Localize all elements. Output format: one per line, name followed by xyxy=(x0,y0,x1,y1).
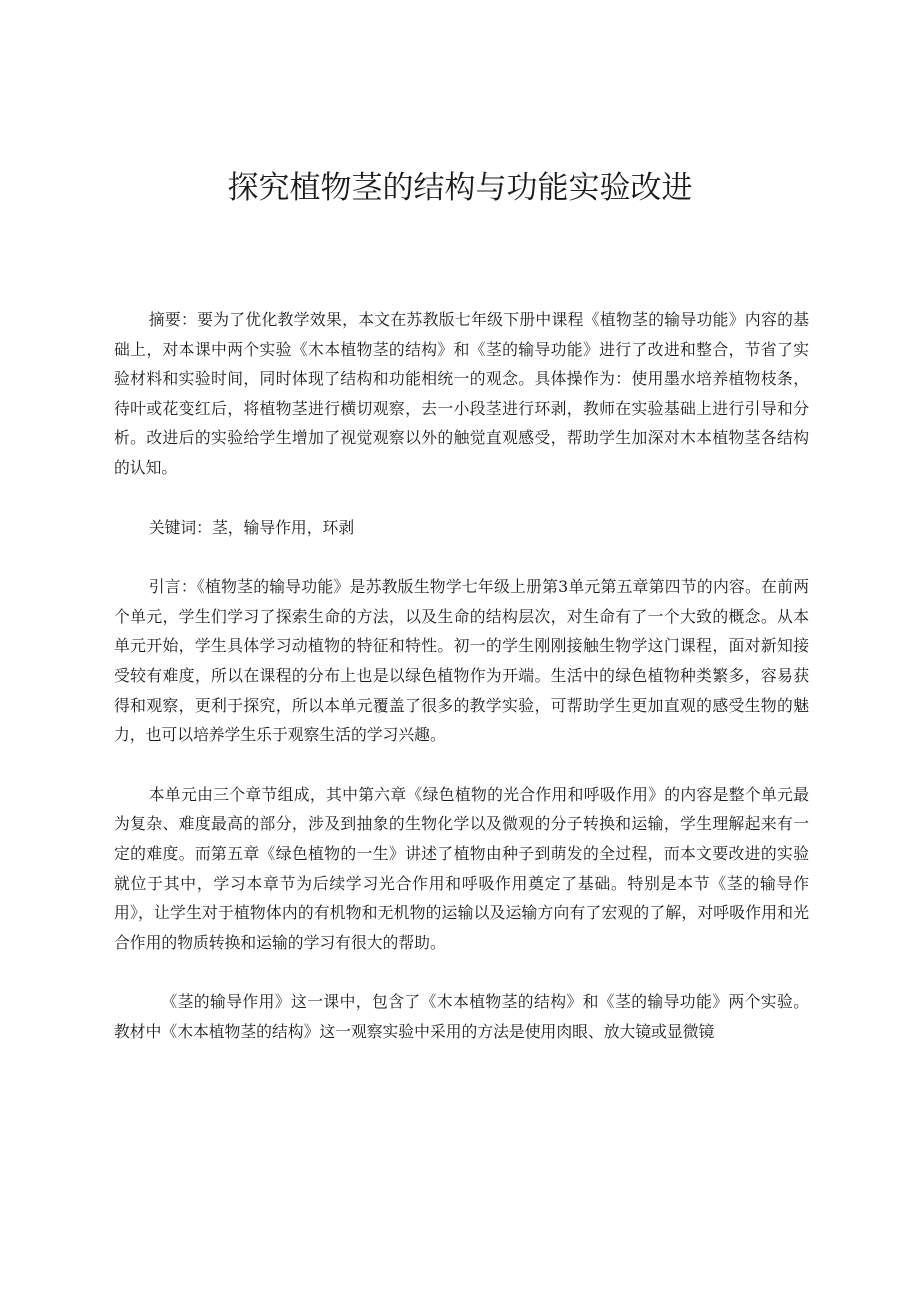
introduction-paragraph: 引言：《植物茎的输导功能》是苏教版生物学七年级上册第3单元第五章第四节的内容。在前两个单元，学生们学习了探索生命的方法，以及生命的结构层次，对生命有了一个大致的概念。从本单元开始，学生具体学习动植物的特征和特性。初一的学生刚刚接触生物学这门课程，面对新知接受较有难度，所以在课程的分布上也是以绿色植物作为开端。生活中的绿色植物种类繁多，容易获得和观察，更利于探究，所以本单元覆盖了很多的教学实验，可帮助学生更加直观的感受生物的魅力，也可以培养学生乐于观察生活的学习兴趣。 xyxy=(114,577,809,745)
abstract-paragraph: 摘要：要为了优化教学效果，本文在苏教版七年级下册中课程《植物茎的输导功能》内容的基础上，对本课中两个实验《木本植物茎的结构》和《茎的输导功能》进行了改进和整合，节省了实验材料和实验时间，同时体现了结构和功能相统一的观念。具体操作为：使用墨水培养植物枝条，待叶或花变红后，将植物茎进行横切观察，去一小段茎进行环剥，教师在实验基础上进行引导和分析。改进后的实验给学生增加了视觉观察以外的触觉直观感受，帮助学生加深对木本植物茎各结构的认知。 xyxy=(114,310,809,477)
lesson-paragraph: 《茎的输导作用》这一课中，包含了《木本植物茎的结构》和《茎的输导功能》两个实验。教材中《木本植物茎的结构》这一观察实验中采用的方法是使用肉眼、放大镜或显微镜 xyxy=(114,992,809,1041)
keywords-paragraph: 关键词：茎，输导作用，环剥 xyxy=(148,517,355,537)
document-body xyxy=(114,305,809,1046)
unit-paragraph: 本单元由三个章节组成，其中第六章《绿色植物的光合作用和呼吸作用》的内容是整个单元最为复杂、难度最高的部分，涉及到抽象的生物化学以及微观的分子转换和运输，学生理解起来有一定的难度。而第五章《绿色植物的一生》讲述了植物由种子到萌发的全过程，而本文要改进的实验就位于其中，学习本章节为后续学习光合作用和呼吸作用奠定了基础。特别是本节《茎的输导作用》，让学生对于植物体内的有机物和无机物的运输以及运输方向有了宏观的了解，对呼吸作用和光合作用的物质转换和运输的学习有很大的帮助。 xyxy=(114,784,809,952)
document-title: 探究植物茎的结构与功能实验改进 xyxy=(227,170,693,206)
